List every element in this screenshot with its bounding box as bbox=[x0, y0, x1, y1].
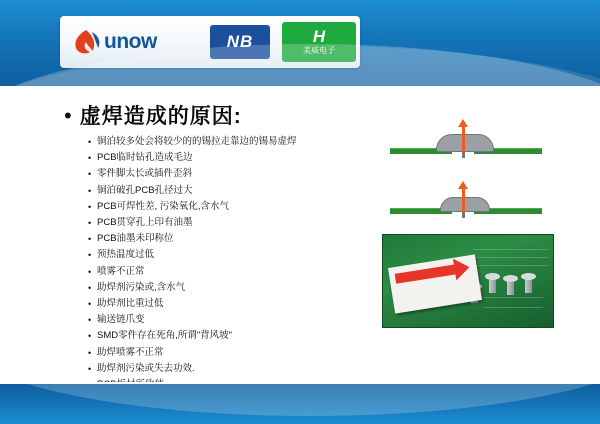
slide-title-row bbox=[64, 100, 242, 130]
list-item bbox=[88, 231, 388, 247]
flame-icon bbox=[72, 28, 102, 56]
list-item bbox=[88, 247, 388, 263]
list-item bbox=[88, 264, 388, 280]
pcb-trace bbox=[483, 297, 543, 298]
list-item-label: 喷雾不正常 bbox=[97, 265, 145, 277]
list-item-label: 铜泊破孔PCB孔径过大 bbox=[97, 184, 193, 196]
slide-content bbox=[0, 86, 600, 374]
green-company-mark: H bbox=[312, 27, 326, 46]
solder-fillet bbox=[440, 197, 490, 212]
bullet-marker-icon: • bbox=[88, 137, 92, 147]
unow-logo bbox=[72, 28, 200, 56]
list-item bbox=[88, 199, 388, 215]
list-item bbox=[88, 345, 388, 361]
bullet-marker-icon: • bbox=[88, 153, 92, 164]
list-item-label: 预热温度过低 bbox=[97, 249, 155, 261]
bullet-marker-icon: • bbox=[88, 299, 92, 310]
flow-arrow-icon bbox=[462, 188, 465, 212]
nb-logo bbox=[210, 25, 270, 59]
list-item bbox=[88, 134, 388, 150]
list-item-label: PCB可焊性差, 污染氧化,含水气 bbox=[97, 200, 229, 212]
pcb-photo bbox=[382, 234, 554, 328]
list-item bbox=[88, 150, 388, 166]
bullet-marker-icon: • bbox=[88, 201, 92, 212]
logo-plate bbox=[60, 16, 360, 68]
solder-fillet bbox=[436, 134, 494, 152]
list-item bbox=[88, 215, 388, 231]
defect-joint-diagram bbox=[382, 176, 552, 228]
list-item-label: PCB临时钻孔造成毛边 bbox=[97, 152, 193, 164]
list-item-label: 铜泊较多处会将较少的的锡拉走靠边的锡易虚焊 bbox=[97, 136, 297, 147]
list-item-label: 输送链爪变 bbox=[97, 314, 145, 326]
title-bullet-marker: • bbox=[64, 103, 72, 128]
slide-header-band bbox=[0, 0, 600, 86]
pcb-trace bbox=[473, 265, 549, 266]
pcb-trace bbox=[473, 249, 549, 250]
list-item-label: PCB油墨未印称位 bbox=[97, 233, 174, 245]
unow-logo-text: unow bbox=[104, 30, 157, 53]
bullet-marker-icon: • bbox=[88, 363, 92, 374]
pcb-trace bbox=[483, 307, 543, 308]
cause-list bbox=[88, 134, 388, 393]
bullet-marker-icon: • bbox=[88, 250, 92, 261]
bullet-marker-icon: • bbox=[88, 185, 92, 196]
list-item-label: SMD零件存在死角,所谓"背风坡" bbox=[97, 330, 232, 342]
green-company-logo bbox=[282, 22, 356, 62]
slide-title: 虚焊造成的原因: bbox=[79, 105, 242, 128]
list-item bbox=[88, 280, 388, 296]
bullet-marker-icon: • bbox=[88, 234, 92, 245]
list-item-label: 助焊喷雾不正常 bbox=[97, 346, 164, 358]
nb-logo-text: NB bbox=[226, 32, 254, 51]
list-item bbox=[88, 166, 388, 182]
figure-column bbox=[382, 118, 562, 328]
list-item-label: 助焊剂污染或失去功效. bbox=[97, 362, 195, 374]
bullet-marker-icon: • bbox=[88, 282, 92, 293]
list-item-label: 零件脚太长或插件歪斜 bbox=[97, 168, 193, 180]
solder-pin bbox=[525, 277, 532, 293]
list-item-label: 助焊剂比重过低 bbox=[97, 298, 164, 310]
bullet-marker-icon: • bbox=[88, 218, 92, 229]
list-item-label: 助焊剂污染或,含水气 bbox=[97, 281, 186, 293]
flow-arrow-icon bbox=[462, 126, 465, 152]
list-item bbox=[88, 312, 388, 328]
solder-pin bbox=[507, 279, 514, 295]
footer-wave-decoration bbox=[0, 384, 600, 416]
list-item-label: PCB贯穿孔上印有油墨 bbox=[97, 217, 193, 229]
green-company-text: 美威电子 bbox=[303, 46, 335, 55]
pcb-trace bbox=[473, 257, 549, 258]
bullet-marker-icon: • bbox=[88, 347, 92, 358]
list-item bbox=[88, 328, 388, 344]
list-item bbox=[88, 361, 388, 377]
good-joint-diagram bbox=[382, 118, 552, 170]
slide-footer-band bbox=[0, 384, 600, 424]
solder-pin bbox=[489, 277, 496, 293]
bullet-marker-icon: • bbox=[88, 331, 92, 342]
list-item bbox=[88, 183, 388, 199]
list-item bbox=[88, 296, 388, 312]
bullet-marker-icon: • bbox=[88, 266, 92, 277]
bullet-marker-icon: • bbox=[88, 315, 92, 326]
bullet-marker-icon: • bbox=[88, 169, 92, 180]
